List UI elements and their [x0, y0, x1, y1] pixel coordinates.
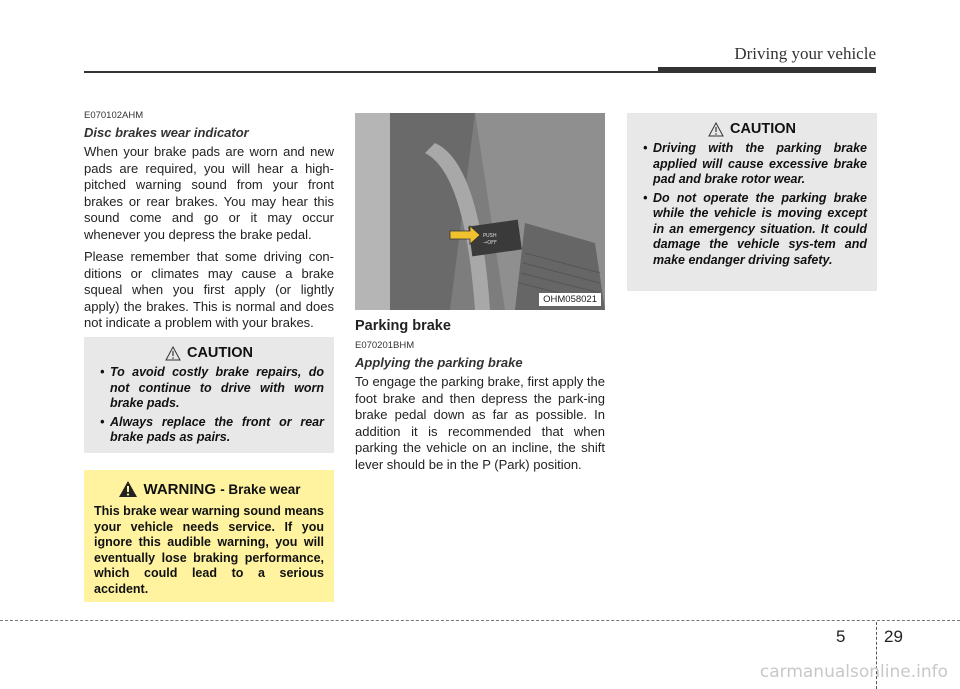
section-title: Parking brake	[355, 318, 451, 334]
caution-triangle-icon	[165, 346, 181, 361]
paragraph: To engage the parking brake, first apply the foot brake and then depress the park-ing brake pedal down as far as possible. In addition it is recommended that when parking the vehicle on an incline, the shift lever should be in the P (Park) position.	[355, 374, 605, 472]
caution-title: CAUTION	[729, 121, 797, 137]
list-item: • To avoid costly brake repairs, do not continue to drive with worn brake pads.	[100, 365, 324, 410]
chapter-number: 5	[836, 627, 846, 646]
subheading: Disc brakes wear indicator	[84, 125, 249, 140]
warning-subtitle: - Brake wear	[220, 481, 301, 497]
footer-rule	[0, 620, 960, 621]
caution-list	[637, 141, 867, 268]
warning-header	[94, 480, 324, 498]
warning-box	[84, 470, 334, 602]
left-column	[84, 110, 334, 338]
svg-text:PUSH: PUSH	[483, 233, 497, 239]
parking-brake-illustration-icon	[355, 113, 605, 310]
list-item: • Do not operate the parking brake while the vehicle is moving except in an emergency situation. It could damage the vehicle sys-tem and make endanger driving safety.	[643, 190, 867, 267]
caution-box	[627, 113, 877, 291]
section-code: E070102AHM	[84, 110, 144, 121]
subheading: Applying the parking brake	[355, 355, 523, 370]
paragraph: Please remember that some driving con-ditions or climates may cause a brake squeal when you first apply (or lightly apply) the brakes. This is normal and does not indicate a problem with your brakes.	[84, 249, 334, 330]
paragraph: When your brake pads are worn and new pads are required, you will hear a high-pitched warning sound from your front brakes or rear brakes. You may hear this sound come and go or it may occur whenever you depress the brake pedal.	[84, 144, 334, 242]
header-rule	[84, 71, 658, 73]
photo-caption: OHM058021	[539, 293, 601, 306]
list-item: • Driving with the parking brake applied will cause excessive brake pad and brake rotor wear.	[643, 141, 867, 186]
warning-text: This brake wear warning sound means your vehicle needs service. If you ignore this audible warning, you will eventually lose braking performance, which could lead to a serious accident.	[94, 504, 324, 596]
caution-header	[94, 345, 324, 361]
warning-title: WARNING	[143, 480, 217, 498]
caution-title: CAUTION	[186, 345, 254, 361]
section-code: E070201BHM	[355, 340, 415, 351]
page-header-title: Driving your vehicle	[734, 44, 876, 63]
caution-header	[637, 121, 867, 137]
warning-triangle-icon	[118, 480, 138, 498]
list-item: • Always replace the front or rear brake pads as pairs.	[100, 414, 324, 444]
caution-box	[84, 337, 334, 453]
middle-column	[355, 113, 605, 479]
svg-text:→OFF: →OFF	[483, 240, 497, 246]
page-number: 29	[884, 627, 903, 646]
header-rule-accent	[658, 67, 876, 73]
watermark: carmanualsonline.info	[759, 662, 948, 682]
caution-triangle-icon	[708, 122, 724, 137]
caution-list	[94, 365, 324, 446]
parking-brake-photo	[355, 113, 605, 310]
